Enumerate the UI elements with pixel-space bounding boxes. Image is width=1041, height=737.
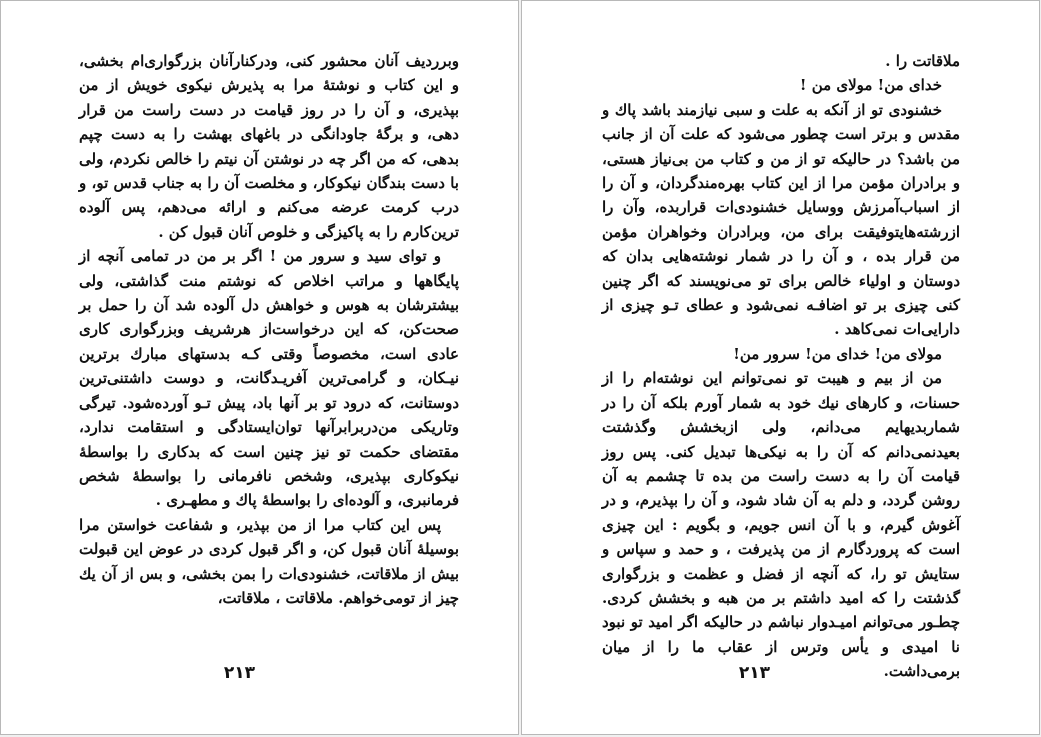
left-page	[0, 0, 519, 735]
paragraph: ملاقاتت را .	[885, 52, 960, 70]
right-page	[521, 0, 1040, 735]
paragraph: وبرردیف آنان محشور کنی، ودرکنارآنان بزرگواری‌ام بخشی، و این کتاب و نوشتهٔ مرا به پذیرش نیکوی خویش از من بپذیری، و آن را در روز قیامت در دست راست من قرار دهی، و برگهٔ جاودانگی در باغهای بهشت را به دست چپم بدهی، که من اگر چه در نوشتن آن نیتم را خالص نکردم، ولی با دست بندگان نیکوکار، و مخلصت آن را به جناب قدس تو، و درب کرمت عرضه می‌کنم و ارائه می‌دهم، پس آلوده ترین‌کارم را به پاکیزگی و خلوص آنان قبول کن .	[79, 52, 459, 241]
paragraph: خشنودی تو از آنکه به علت و سبی نیازمند باشد پاك و مقدس و برتر است چطور می‌شود که علت آن از جانب من باشد؟ در حالیکه تو از من و کتاب من بی‌نیاز هستی، و برادران مؤمن مرا از این کتاب بهره‌مندگردان، و آن را از اسباب‌آمرزش ووسایل خشنودی‌ات قراربده، وآن را ازرشته‌هایتوفیقت برای من، وبرادران وخواهران مؤمن من قرار بده ، و آن را در شمار نوشته‌هایی بدان که دوستان و اولیاء خالص برای تو می‌نویسند که اگر چنین کنی چیزی بر تو اضافـه نمی‌شود و عطای تـو چیزی از دارایی‌ات نمی‌کاهد .	[602, 100, 960, 339]
page-number: ۲۱۳	[738, 663, 771, 683]
right-page-text	[602, 49, 960, 684]
left-page-text	[79, 49, 459, 610]
page-number: ۲۱۳	[223, 663, 256, 683]
paragraph: مولای من! خدای من! سرور من!	[733, 344, 942, 363]
paragraph: خدای من! مولای من !	[799, 76, 942, 95]
paragraph: و توای سید و سرور من ! اگر بر من در تمامی آنچه از پایگاهها و مراتب اخلاص که نوشتم منت گذاشتی، ولی بیشترشان به هوس و خواهش دل آلوده شد آن را حمل بر صحت‌کن، که این درخواست‌از هرشریف وبزرگواری کاری عادی است، مخصوصاً وقتی کـه بدستهای مبارك برترین نیـکان، و گرامی‌ترین آفریـدگانت، و دوست داشتنی‌ترین دوستانت، که درود تو بر آنها باد، پیش تـو آورده‌شود. تیرگی وتاریکی من‌دربرابرآنها توان‌ایستادگی و استقامت ندارد، مقتضای حکمت تو نیز چنین است که بدکاری را بواسطهٔ نیکوکاری بپذیری، وشخص نافرمانی را بواسطهٔ شخص فرمانبری، و آلوده‌ای را بواسطهٔ پاك و مطهـری .	[79, 247, 459, 510]
paragraph: من از بیم و هیبت تو نمی‌توانم این نوشته‌ام را از حسنات، و کارهای نیك خود به شمار آورم بلکه آن را در شماربدیهایم می‌دانم، ولی ازبخشش وگذشتت بعیدنمی‌دانم که آن را به نیکی‌ها تبدیل کنی. پس روز قیامت آن را به دست راست من بده تا چشمم به آن روشن گردد، و دلم به آن شاد شود، و آن را بپذیرم، و در آغوش گیرم، و با آن انس جویم، و بگویم : این چیزی است که پروردگارم از من پذیرفت ، و حمد و سپاس و ستایش تو را، که آنچه از فضل و عظمت و بزرگواری گذشتت را که امید داشتم بر من هبه و بخشش کردی. چطـور می‌توانم امیـدوار نباشم در حالیکه اگر امید تو نبود نا امیدی و یأس وترس از عقاب ما را از میان برمی‌داشت.	[602, 369, 960, 681]
paragraph: پس این کتاب مرا از من بپذیر، و شفاعت خواستن مرا بوسیلهٔ آنان قبول کن، و اگر قبول کردی در عوض این قبولت بیش از ملاقاتت، خشنودی‌ات را بمن بخشی، و بس از آن یك چیز از تومی‌خواهم. ملاقاتت ، ملاقاتت،	[79, 515, 459, 607]
